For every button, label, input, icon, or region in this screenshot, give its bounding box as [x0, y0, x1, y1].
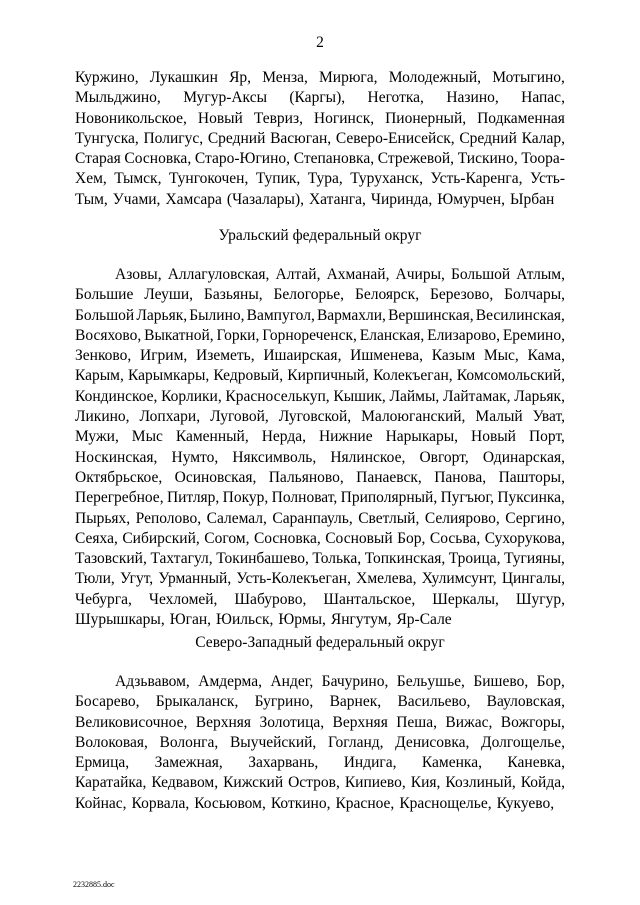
text-line: [75, 129, 565, 149]
word: Кия,: [410, 774, 441, 792]
word: Верхняя: [332, 713, 388, 731]
word: Игрим,: [140, 347, 188, 365]
word: Новый: [197, 109, 243, 127]
word: Мыс: [131, 428, 163, 446]
text-line: [75, 733, 565, 753]
word: Восяхово,: [75, 326, 142, 344]
text-line: [75, 407, 565, 427]
word: Ачиры,: [395, 266, 445, 283]
text-line: [75, 387, 565, 407]
word: Мотыгино,: [492, 69, 565, 86]
text-line: [75, 265, 565, 285]
word: Порт,: [528, 428, 565, 446]
word: Пальяново,: [268, 468, 344, 486]
text-line: [75, 794, 565, 814]
footer-filename: 2232885.doc: [73, 880, 115, 889]
word: Каратайка,: [75, 774, 147, 792]
word: Болчары,: [504, 286, 565, 304]
word: Лаймы,: [389, 387, 440, 405]
word: Ногинск,: [313, 109, 375, 127]
word: Лукашкин: [149, 69, 218, 86]
word: Подкаменная: [477, 109, 565, 127]
word: Каменка,: [421, 754, 482, 772]
word: Менза,: [262, 69, 308, 86]
word: Гогланд,: [327, 733, 384, 751]
word: Кипиево,: [344, 774, 406, 792]
word: Октябрьское,: [75, 468, 163, 486]
text-line: [75, 68, 565, 88]
word: Питляр,: [166, 489, 220, 507]
text-line: [75, 285, 565, 305]
word: Былино,: [189, 306, 245, 324]
word: Захарвань,: [248, 754, 319, 772]
word: Мыльджино,: [75, 89, 161, 107]
word: Горнореченск,: [262, 326, 357, 344]
word: Напас,: [521, 89, 565, 107]
word: Большой: [75, 306, 135, 324]
word: Корвала,: [131, 794, 190, 812]
text-line: [75, 753, 565, 773]
word: Верхняя: [195, 713, 252, 731]
word: Нарыкары,: [385, 428, 459, 446]
paragraph-northwestern-settlements: [75, 672, 565, 814]
word: Панова,: [434, 468, 487, 486]
word: Вампугол,: [246, 306, 315, 324]
word: Сергино,: [505, 509, 565, 527]
word: Сосьва,: [429, 529, 481, 547]
word: Выкатной,: [144, 326, 214, 344]
word: Степановка,: [293, 150, 375, 168]
word: Амдерма,: [198, 673, 263, 690]
word: Тевриз,: [253, 109, 303, 127]
paragraph-siberian-settlements: [75, 68, 565, 210]
word: Хмелева,: [356, 570, 417, 588]
word: Пугъюг,: [440, 489, 494, 507]
word: Шантальское,: [323, 590, 416, 608]
word: Мугур-Аксы: [183, 89, 267, 107]
text-line: [75, 149, 565, 169]
word: Малоюганский,: [361, 408, 466, 426]
word: Носкинская,: [75, 448, 158, 466]
word: Иземеть,: [196, 347, 255, 365]
paragraph-ural-settlements: [75, 265, 565, 630]
word: Юрмы,: [278, 611, 326, 629]
word: Стрежевой,: [377, 150, 455, 168]
word: Перегребное,: [75, 489, 164, 507]
word: Весилинская,: [475, 306, 565, 324]
word: Няксимволь,: [232, 448, 317, 466]
word: Пионерный,: [385, 109, 467, 127]
word: Нялинское,: [330, 448, 406, 466]
word: Тунгокочен,: [168, 170, 249, 188]
word: Ишаирская,: [263, 347, 342, 365]
word: Бельушье,: [396, 673, 465, 690]
text-line: [75, 346, 565, 366]
word: Кама,: [527, 347, 565, 365]
word: Коткино,: [270, 794, 331, 812]
word: Полноват,: [271, 489, 338, 507]
word: Троица,: [448, 550, 501, 568]
word: Тунгуска,: [75, 129, 139, 147]
word: Чебурга,: [75, 590, 132, 608]
word: Усть-Каренга,: [430, 170, 523, 188]
word: Саранпауль,: [272, 509, 353, 527]
word: Учами,: [112, 190, 161, 208]
word: Толька,: [312, 550, 362, 568]
word: Колекъеган,: [373, 367, 453, 385]
word: Вожгоры,: [500, 713, 565, 731]
word: Мыс,: [483, 347, 519, 365]
word: Топкинская,: [364, 550, 446, 568]
text-line: [75, 427, 565, 447]
word: Вауловская,: [486, 693, 565, 711]
word: Юмурчен,: [437, 190, 505, 208]
word: Денисовка,: [395, 733, 470, 751]
word: Казым: [431, 347, 476, 365]
word: Бишево,: [473, 673, 529, 690]
word: Большой: [450, 266, 511, 283]
word: Чехломей,: [148, 590, 218, 608]
word: Шурышкары,: [75, 611, 165, 629]
word: Вершинская,: [388, 306, 474, 324]
word: Большие: [75, 286, 134, 304]
word: Сеяха,: [75, 529, 118, 547]
word: Одинарская,: [482, 448, 565, 466]
word: Леуши,: [144, 286, 194, 304]
word: Приполярный,: [340, 489, 438, 507]
text-line: [75, 692, 565, 712]
text-line: [75, 569, 565, 589]
word: Васильево,: [397, 693, 471, 711]
word: Хамсара: [165, 190, 222, 208]
word: Назино,: [446, 89, 499, 107]
word: Бор,: [397, 529, 426, 547]
word: Тым,: [75, 190, 108, 208]
word: Замежная,: [154, 754, 223, 772]
word: Салемал,: [206, 509, 267, 527]
word: Тугияны,: [504, 550, 565, 568]
word: Усть-Колекъеган,: [236, 570, 351, 588]
word: Андег,: [270, 673, 314, 690]
word: Каменный,: [175, 428, 249, 446]
word: Тупик,: [255, 170, 301, 188]
word: Хулимсунт,: [421, 570, 497, 588]
text-line: [75, 169, 565, 189]
word: Сосновый: [325, 529, 393, 547]
word: Средний: [207, 129, 266, 147]
word: Мужи,: [75, 428, 119, 446]
word: Пеша,: [396, 713, 437, 731]
word: Старая: [75, 150, 121, 168]
word: Тура,: [307, 170, 343, 188]
word: Сосновка,: [253, 529, 321, 547]
text-line: [75, 306, 565, 326]
word: Кукуево,: [496, 794, 555, 812]
word: Нумто,: [171, 448, 219, 466]
word: Косьювом,: [194, 794, 266, 812]
word: Золотица,: [259, 713, 325, 731]
word: Базьяны,: [203, 286, 263, 304]
word: Аллагуловская,: [167, 266, 270, 283]
word: Краснощелье,: [399, 794, 492, 812]
word: Мирюга,: [319, 69, 378, 86]
word: Хатанга,: [308, 190, 366, 208]
word: Усть-: [529, 170, 565, 188]
word: Бор,: [536, 673, 565, 690]
word: Бачурино,: [321, 673, 389, 690]
word: Долгощелье,: [481, 733, 565, 751]
word: Янгутум,: [330, 611, 392, 629]
word: Еремино,: [502, 326, 565, 344]
text-line: [75, 448, 565, 468]
word: Ларьяк,: [514, 387, 565, 405]
text-line: [75, 529, 565, 549]
word: Горки,: [216, 326, 260, 344]
word: Тискино,: [457, 150, 518, 168]
word: Волонга,: [159, 733, 219, 751]
word: Сосновка,: [124, 150, 192, 168]
word: Белоярск,: [354, 286, 420, 304]
word: Молодежный,: [388, 69, 482, 86]
word: Ахманай,: [326, 266, 390, 283]
heading-northwestern-federal-district: Северо-Западный федеральный округ: [195, 634, 445, 651]
word: Березово,: [429, 286, 494, 304]
word: Ишменева,: [350, 347, 424, 365]
word: Кышик,: [333, 387, 386, 405]
word: Тюли,: [75, 570, 115, 588]
word: Остров,: [288, 774, 340, 792]
word: Кондинское,: [75, 387, 158, 405]
word: Васюган,: [270, 129, 332, 147]
word: Старо-Югино,: [194, 150, 291, 168]
word: Цингалы,: [501, 570, 565, 588]
word: Чиринда,: [370, 190, 433, 208]
word: Кижский: [223, 774, 284, 792]
word: Великовисочное,: [75, 713, 188, 731]
word: Зенково,: [75, 347, 132, 365]
word: Луговской,: [278, 408, 352, 426]
word: Волоковая,: [75, 733, 148, 751]
word: Луговой,: [210, 408, 269, 426]
text-line: [75, 509, 565, 529]
word: Ырбан: [509, 190, 555, 208]
text-line: [75, 109, 565, 129]
word: Туруханск,: [350, 170, 423, 188]
word: Индига,: [343, 754, 397, 772]
page-number: 2: [316, 34, 324, 51]
word: Лопхари,: [139, 408, 201, 426]
word: Юильск,: [216, 611, 274, 629]
word: Бугрино,: [254, 693, 314, 711]
word: Карым,: [75, 367, 124, 385]
word: Кедровый,: [213, 367, 284, 385]
word: Вижас,: [445, 713, 493, 731]
text-line: [75, 488, 565, 508]
text-line: [75, 366, 565, 386]
word: Босарево,: [75, 693, 140, 711]
word: Каневка,: [507, 754, 565, 772]
word: Яр,: [229, 69, 252, 86]
word: Ликино,: [75, 408, 130, 426]
word: Средний: [459, 129, 517, 147]
text-line: [75, 326, 565, 346]
word: Алтай,: [275, 266, 321, 283]
word: Ларьяк,: [136, 306, 188, 324]
word: Елизарово,: [427, 326, 500, 344]
word: Шеркалы,: [432, 590, 499, 608]
heading-ural-federal-district: Уральский федеральный округ: [218, 227, 422, 244]
word: Шабурово,: [234, 590, 307, 608]
word: Пуксинка,: [497, 489, 565, 507]
word: Варнек,: [329, 693, 382, 711]
word: Сухорукова,: [484, 529, 565, 547]
word: Уват,: [532, 408, 565, 426]
text-line: [75, 468, 565, 488]
word: Реполово,: [135, 509, 202, 527]
word: Куржино,: [75, 69, 139, 86]
text-line: [75, 590, 565, 610]
word: Юган,: [169, 611, 212, 629]
text-line: [75, 773, 565, 793]
word: Вармахли,: [316, 306, 386, 324]
word: Корлики,: [161, 387, 222, 405]
word: Тазовский,: [75, 550, 147, 568]
word: Северо-Енисейск,: [335, 129, 455, 147]
word: Брыкаланск,: [155, 693, 239, 711]
word: Покур,: [222, 489, 269, 507]
text-line: [75, 672, 565, 692]
text-line: [75, 190, 565, 210]
word: Козлиный,: [445, 774, 516, 792]
word: Неготка,: [367, 89, 424, 107]
word: Шугур,: [515, 590, 565, 608]
word: Красноселькуп,: [225, 387, 330, 405]
word: Кирпичный,: [287, 367, 369, 385]
word: Хем,: [75, 170, 107, 188]
word: Лайтамак,: [442, 387, 511, 405]
word: Урманный,: [158, 570, 232, 588]
word: Ермица,: [75, 754, 130, 772]
word: Азовы,: [115, 266, 162, 283]
word: Тоора-: [521, 150, 565, 168]
word: Белогорье,: [273, 286, 345, 304]
word: Яр-Сале: [396, 611, 452, 629]
word: Панаевск,: [356, 468, 422, 486]
text-line: [75, 713, 565, 733]
word: Новый: [471, 428, 516, 446]
word: Нижние: [318, 428, 373, 446]
word: Малый: [475, 408, 523, 426]
word: Койнас,: [75, 794, 127, 812]
word: Угут,: [119, 570, 154, 588]
word: Нерда,: [261, 428, 306, 446]
word: Калар,: [521, 129, 565, 147]
word: Токинбашево,: [216, 550, 309, 568]
word: Кедвавом,: [151, 774, 219, 792]
word: Адзьвавом,: [115, 673, 190, 690]
word: Красное,: [335, 794, 395, 812]
word: Пашторы,: [498, 468, 565, 486]
word: Тахтагул,: [150, 550, 213, 568]
word: Тымск,: [114, 170, 162, 188]
word: Полигус,: [143, 129, 204, 147]
word: (Каргы),: [289, 89, 346, 107]
word: Согом,: [204, 529, 250, 547]
word: Овгорт,: [419, 448, 469, 466]
word: Карымкары,: [128, 367, 210, 385]
word: Новоникольское,: [75, 109, 187, 127]
word: Койда,: [520, 774, 565, 792]
word: Еланская,: [359, 326, 425, 344]
word: (Чазалары),: [226, 190, 304, 208]
word: Комсомольский,: [456, 367, 565, 385]
word: Атлым,: [516, 266, 565, 283]
text-line: [75, 88, 565, 108]
text-line: [75, 610, 565, 630]
word: Сибирский,: [122, 529, 200, 547]
word: Селиярово,: [424, 509, 500, 527]
word: Пырьях,: [75, 509, 131, 527]
word: Осиновская,: [174, 468, 257, 486]
text-line: [75, 549, 565, 569]
word: Светлый,: [358, 509, 420, 527]
word: Выучейский,: [229, 733, 317, 751]
